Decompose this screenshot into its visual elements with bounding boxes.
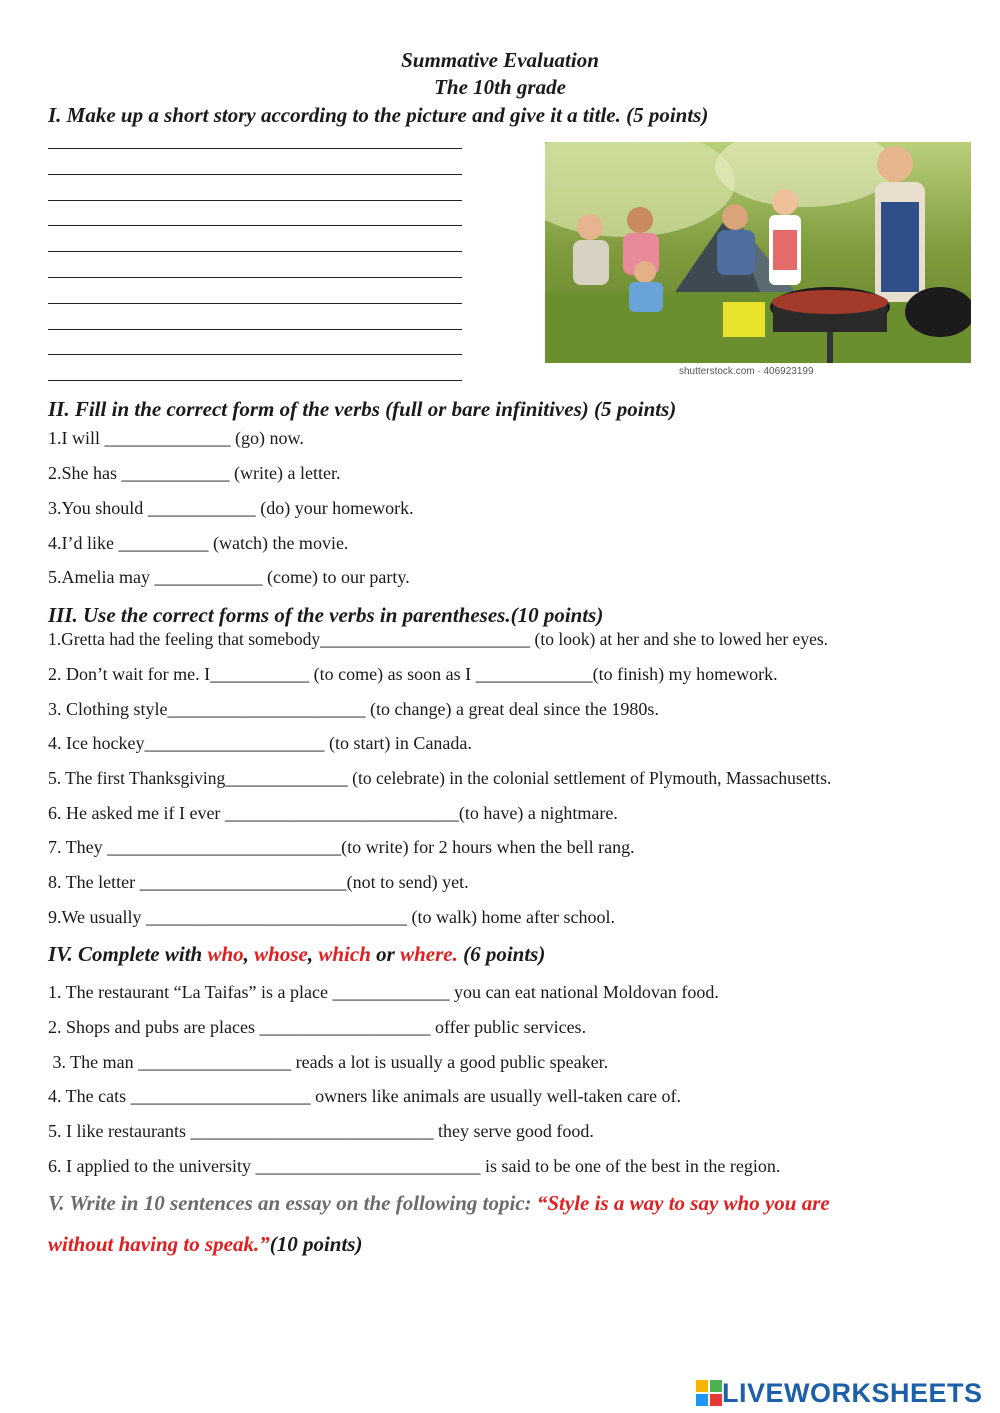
section-3-item: 9.We usually _____________________________ (to walk) home after school. [48, 907, 615, 927]
separator: or [370, 942, 401, 966]
section-3-item: 5. The first Thanksgiving______________ (to celebrate) in the colonial settlement of Plymouth, Massachusetts. [48, 768, 832, 788]
section-4-item: 5. I like restaurants ___________________________ they serve good food. [48, 1121, 594, 1141]
section-2-item: 4.I’d like __________ (watch) the movie. [48, 533, 349, 553]
worksheet-subtitle: The 10th grade [434, 75, 566, 99]
photo-caption [545, 363, 971, 382]
answer-line [48, 277, 462, 278]
section-4-heading-prefix: IV. Complete with [48, 942, 208, 966]
section-4-item: 1. The restaurant “La Taifas” is a place _____________ you can eat national Moldovan food. [48, 982, 719, 1002]
section-5-number: V. [48, 1191, 65, 1215]
answer-line [48, 174, 462, 175]
section-3-item: 3. Clothing style______________________ (to change) a great deal since the 1980s. [48, 699, 659, 719]
word-which: which [318, 942, 371, 966]
answer-line [48, 200, 462, 201]
liveworksheets-logo-icon [696, 1380, 722, 1406]
photo-caption-text: shutterstock.com · 406923199 [679, 366, 814, 377]
essay-topic-line-1: “Style is a way to say who you are [536, 1191, 830, 1215]
section-5-points: (10 points) [269, 1232, 363, 1256]
answer-line [48, 225, 462, 226]
section-2-item: 3.You should ____________ (do) your homework. [48, 498, 414, 518]
answer-line [48, 329, 462, 330]
answer-line [48, 354, 462, 355]
essay-topic-line-2: without having to speak.” [48, 1232, 270, 1256]
section-2-item: 2.She has ____________ (write) a letter. [48, 463, 341, 483]
answer-line [48, 148, 462, 149]
section-4-item: 4. The cats ____________________ owners like animals are usually well-taken care of. [48, 1086, 681, 1106]
section-3-heading: III. Use the correct forms of the verbs in parentheses.(10 points) [48, 603, 604, 627]
section-3-item: 2. Don’t wait for me. I___________ (to come) as soon as I _____________(to finish) my homework. [48, 664, 778, 684]
answer-line [48, 303, 462, 304]
section-5-heading-cont [48, 1232, 362, 1257]
section-4-heading-points: (6 points) [457, 942, 546, 966]
liveworksheets-logo-text: LIVEWORKSHEETS [722, 1377, 983, 1408]
answer-line [48, 251, 462, 252]
section-3-item: 4. Ice hockey____________________ (to start) in Canada. [48, 733, 472, 753]
section-3-item: 8. The letter _______________________(not to send) yet. [48, 872, 469, 892]
section-4-item: 6. I applied to the university _________________________ is said to be one of the best in the region. [48, 1156, 781, 1176]
section-3-item: 7. They __________________________(to write) for 2 hours when the bell rang. [48, 837, 635, 857]
worksheet-title: Summative Evaluation [401, 48, 599, 72]
section-3-item: 1.Gretta had the feeling that somebody________________________ (to look) at her and she to lowed her eyes. [48, 629, 829, 649]
section-4-item: 2. Shops and pubs are places ___________________ offer public services. [48, 1017, 587, 1037]
section-2-heading: II. Fill in the correct form of the verbs (full or bare infinitives) (5 points) [48, 397, 677, 421]
word-who: who [207, 942, 244, 966]
section-4-item: 3. The man _________________ reads a lot is usually a good public speaker. [48, 1052, 609, 1072]
section-1-heading: I. Make up a short story according to the picture and give it a title. (5 points) [48, 103, 709, 127]
section-2-item: 1.I will ______________ (go) now. [48, 428, 304, 448]
answer-line [48, 380, 462, 381]
separator: , [307, 942, 319, 966]
section-5-lead: Write in 10 sentences an essay on the following topic: [64, 1191, 537, 1215]
section-2-item: 5.Amelia may ____________ (come) to our party. [48, 567, 410, 587]
section-3-item: 6. He asked me if I ever __________________________(to have) a nightmare. [48, 803, 618, 823]
section-4-heading [48, 942, 545, 967]
word-whose: whose [254, 942, 308, 966]
family-barbecue-photo [545, 142, 971, 382]
separator: , [243, 942, 255, 966]
liveworksheets-logo [696, 1376, 983, 1410]
word-where: where. [400, 942, 458, 966]
section-5-heading [48, 1191, 830, 1216]
